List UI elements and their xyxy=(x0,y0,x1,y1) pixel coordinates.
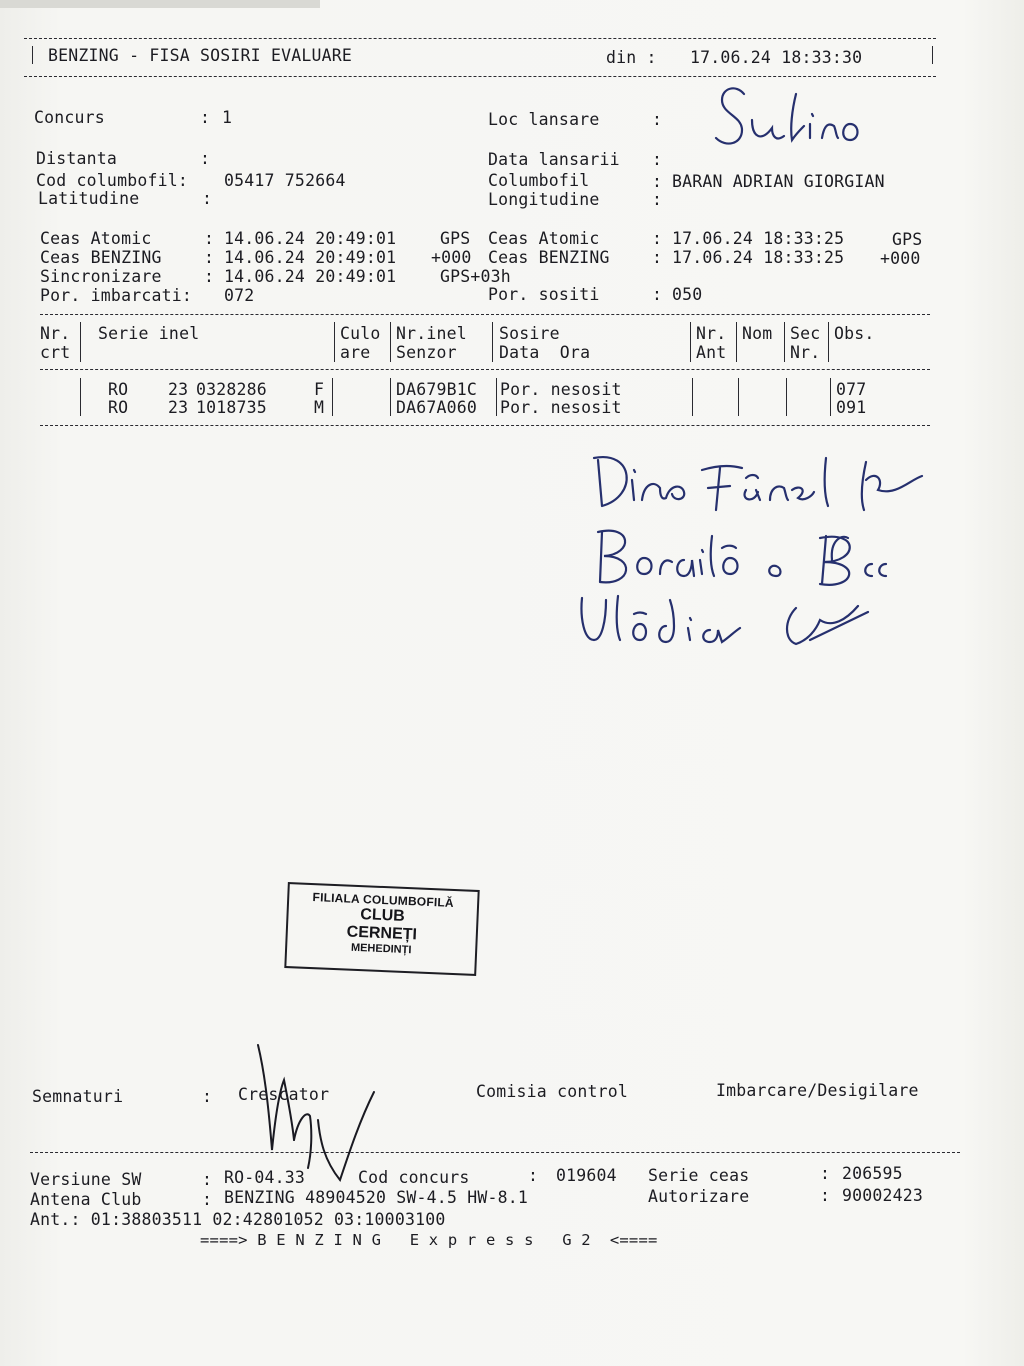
versiune-value: RO-04.33 xyxy=(224,1168,306,1187)
latitudine-label: Latitudine xyxy=(38,189,140,208)
handwritten-loc-lansare xyxy=(700,80,880,160)
header-data-ora: Data Ora xyxy=(499,343,591,362)
rule-footer xyxy=(30,1152,960,1153)
antena-label: Antena Club xyxy=(30,1190,142,1209)
row-country: RO xyxy=(108,380,129,399)
col-divider xyxy=(80,322,81,362)
col-divider xyxy=(690,322,691,362)
semnaturi-colon: : xyxy=(202,1087,213,1106)
row-divider xyxy=(332,378,333,416)
row-sensor: DA679B1C xyxy=(396,380,478,399)
header-sec-nr: Nr. xyxy=(790,343,821,362)
row-arrival: Por. nesosit xyxy=(500,398,622,417)
header-culoare: Culo xyxy=(340,324,381,343)
loc-lansare-colon: : xyxy=(652,110,663,129)
clock-colon: : xyxy=(652,229,663,248)
row-divider xyxy=(80,378,81,416)
data-lansarii-label: Data lansarii xyxy=(488,150,620,169)
distanta-label: Distanta xyxy=(36,149,118,168)
din-label: din : xyxy=(606,48,657,67)
header-nom: Nom xyxy=(742,324,773,343)
ceas-benzing-right-label: Ceas BENZING xyxy=(488,248,610,267)
handwritten-note-1 xyxy=(580,440,940,520)
row-sensor: DA67A060 xyxy=(396,398,478,417)
rule-table-bottom xyxy=(40,425,930,426)
footer-colon: : xyxy=(528,1166,539,1185)
row-sex: F xyxy=(314,380,325,399)
loc-lansare-label: Loc lansare xyxy=(488,110,600,129)
header-culoare: are xyxy=(340,343,371,362)
ceas-benzing-right-value: 17.06.24 18:33:25 xyxy=(672,248,845,267)
stamp-line: MEHEDINȚI xyxy=(350,941,412,957)
row-divider xyxy=(496,378,497,416)
rule-table-top xyxy=(40,314,930,315)
stamp-line: CERNEȚI xyxy=(346,923,418,944)
ceas-benzing-right-suffix: +000 xyxy=(880,249,921,268)
cod-concurs-value: 019604 xyxy=(556,1166,617,1185)
por-sositi-value: 050 xyxy=(672,285,703,304)
ceas-atomic-value: 14.06.24 20:49:01 xyxy=(224,229,397,248)
por-imbarcati-value: 072 xyxy=(224,286,255,305)
crescator-label: Crescator xyxy=(238,1085,330,1104)
ceas-atomic-right-value: 17.06.24 18:33:25 xyxy=(672,229,845,248)
columbofil-colon: : xyxy=(652,172,663,191)
row-divider xyxy=(692,378,693,416)
serie-ceas-label: Serie ceas xyxy=(648,1166,750,1185)
sincronizare-suffix: GPS+03h xyxy=(440,267,511,286)
clock-colon: : xyxy=(652,285,663,304)
col-divider xyxy=(784,322,785,362)
col-divider xyxy=(334,322,335,362)
data-lansarii-colon: : xyxy=(652,150,663,169)
serie-ceas-value: 206595 xyxy=(842,1164,903,1183)
cod-concurs-label: Cod concurs xyxy=(358,1168,470,1187)
antena-value: BENZING 48904520 SW-4.5 HW-8.1 xyxy=(224,1188,529,1207)
header-bar-left xyxy=(32,46,33,64)
cod-columbofil-value: 05417 752664 xyxy=(224,171,346,190)
clock-colon: : xyxy=(204,267,215,286)
autorizare-value: 90002423 xyxy=(842,1186,924,1205)
semnaturi-label: Semnaturi xyxy=(32,1087,124,1106)
header-serie-inel: Serie inel xyxy=(98,324,200,343)
concurs-label: Concurs xyxy=(34,108,105,127)
por-sositi-label: Por. sositi xyxy=(488,285,600,304)
print-datetime: 17.06.24 18:33:30 xyxy=(690,48,863,67)
footer-colon: : xyxy=(820,1164,831,1183)
col-divider xyxy=(736,322,737,362)
row-ring: 1018735 xyxy=(196,398,267,417)
header-senzor: Senzor xyxy=(396,343,457,362)
col-divider xyxy=(828,322,829,362)
autorizare-label: Autorizare xyxy=(648,1187,750,1206)
concurs-colon: : xyxy=(200,108,211,127)
handwritten-note-3 xyxy=(570,580,890,660)
comisia-label: Comisia control xyxy=(476,1082,629,1101)
header-nr-ant: Ant xyxy=(696,343,727,362)
row-year: 23 xyxy=(168,380,189,399)
rule-table-mid xyxy=(40,369,930,370)
longitudine-colon: : xyxy=(652,190,663,209)
imbarcare-label: Imbarcare/Desigilare xyxy=(716,1081,919,1100)
header-sec-nr: Sec xyxy=(790,324,821,343)
row-ring: 0328286 xyxy=(196,380,267,399)
cod-columbofil-label: Cod columbofil: xyxy=(36,171,189,190)
row-obs: 091 xyxy=(836,398,867,417)
col-divider xyxy=(390,322,391,362)
header-sosire: Sosire xyxy=(499,324,560,343)
row-sex: M xyxy=(314,398,325,417)
footer-colon: : xyxy=(202,1170,213,1189)
ceas-benzing-value: 14.06.24 20:49:01 xyxy=(224,248,397,267)
columbofil-label: Columbofil xyxy=(488,171,590,190)
rule-top xyxy=(24,38,936,39)
clock-colon: : xyxy=(652,248,663,267)
paper-edge xyxy=(0,0,320,8)
header-nr-ant: Nr. xyxy=(696,324,727,343)
antenna-ids: Ant.: 01:38803511 02:42801052 03:10003100 xyxy=(30,1210,446,1229)
row-divider xyxy=(786,378,787,416)
device-banner: ====> B E N Z I N G E x p r e s s G 2 <==== xyxy=(200,1231,658,1249)
clock-colon: : xyxy=(204,229,215,248)
footer-colon: : xyxy=(820,1186,831,1205)
ceas-benzing-label: Ceas BENZING xyxy=(40,248,162,267)
header-obs: Obs. xyxy=(834,324,875,343)
columbofil-name: BARAN ADRIAN GIORGIAN xyxy=(672,172,885,191)
row-obs: 077 xyxy=(836,380,867,399)
header-bar-right xyxy=(932,46,933,64)
sincronizare-value: 14.06.24 20:49:01 xyxy=(224,267,397,286)
sincronizare-label: Sincronizare xyxy=(40,267,162,286)
row-divider xyxy=(738,378,739,416)
row-arrival: Por. nesosit xyxy=(500,380,622,399)
distanta-colon: : xyxy=(200,149,211,168)
club-stamp xyxy=(284,882,479,976)
concurs-value: 1 xyxy=(222,108,233,127)
col-divider xyxy=(492,322,493,362)
handwritten-note-2 xyxy=(580,510,940,590)
ceas-atomic-label: Ceas Atomic xyxy=(40,229,152,248)
header-nr-inel: Nr.inel xyxy=(396,324,467,343)
ceas-atomic-right-label: Ceas Atomic xyxy=(488,229,600,248)
ceas-atomic-suffix: GPS xyxy=(440,229,471,248)
ceas-benzing-suffix: +000 xyxy=(431,248,472,267)
row-year: 23 xyxy=(168,398,189,417)
header-nr-crt: Nr. xyxy=(40,324,71,343)
rule-header xyxy=(24,76,936,77)
header-nr-crt: crt xyxy=(40,343,71,362)
latitudine-colon: : xyxy=(202,189,213,208)
row-divider xyxy=(390,378,391,416)
longitudine-label: Longitudine xyxy=(488,190,600,209)
row-country: RO xyxy=(108,398,129,417)
ceas-atomic-right-suffix: GPS xyxy=(892,230,923,249)
row-divider xyxy=(830,378,831,416)
stamp-line: FILIALA COLUMBOFILĂ xyxy=(312,890,455,910)
footer-colon: : xyxy=(202,1190,213,1209)
por-imbarcati-label: Por. imbarcati: xyxy=(40,286,193,305)
document-title: BENZING - FISA SOSIRI EVALUARE xyxy=(48,46,353,65)
stamp-line: CLUB xyxy=(360,906,406,925)
versiune-label: Versiune SW xyxy=(30,1170,142,1189)
clock-colon: : xyxy=(204,248,215,267)
